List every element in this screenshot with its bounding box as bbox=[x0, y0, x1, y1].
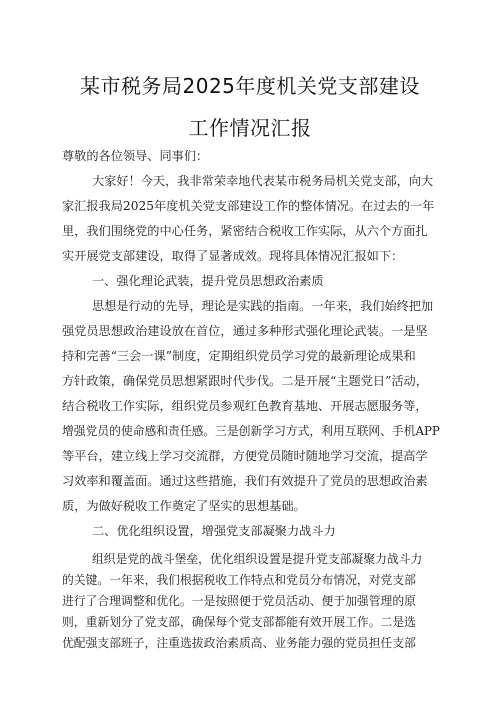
section-heading-1: 一、强化理论武装，提升党员思想政治素质 bbox=[92, 274, 324, 288]
paragraph-line: 则，重新划分了党支部，确保每个党支部都能有效开展工作。二是选 bbox=[62, 615, 416, 629]
paragraph-line: 增强党员的使命感和责任感。三是创新学习方式，利用互联网、手机APP bbox=[62, 424, 440, 438]
section-heading-2: 二、优化组织设置，增强党支部凝聚力战斗力 bbox=[92, 524, 336, 538]
salutation: 尊敬的各位领导、同事们： bbox=[62, 149, 209, 163]
paragraph-line: 的关键。一年来，我们根据税收工作特点和党员分布情况，对党支部 bbox=[62, 573, 416, 587]
paragraph-line: 习效率和覆盖面。通过这些措施，我们有效提升了党员的思想政治素 bbox=[62, 474, 428, 488]
paragraph-line: 质，为做好税收工作奠定了坚实的思想基础。 bbox=[62, 499, 306, 513]
paragraph-line: 方针政策，确保党员思想紧跟时代步伐。二是开展“主题党日”活动， bbox=[62, 374, 428, 388]
paragraph-line: 里，我们围绕党的中心任务，紧密结合税收工作实际，从六个方面扎 bbox=[62, 224, 428, 238]
paragraph-line: 家汇报我局2025年度机关党支部建设工作的整体情况。在过去的一年 bbox=[62, 199, 435, 213]
paragraph-line: 大家好！今天，我非常荣幸地代表某市税务局机关党支部，向大 bbox=[92, 174, 434, 188]
paragraph-line: 结合税收工作实际，组织党员参观红色教育基地、开展志愿服务等， bbox=[62, 399, 428, 413]
document-title-line-1: 某市税务局2025年度机关党支部建设 bbox=[80, 74, 420, 98]
paragraph-line: 进行了合理调整和优化。一是按照便于党员活动、便于加强管理的原 bbox=[62, 594, 416, 608]
document-title-line-2: 工作情况汇报 bbox=[188, 116, 312, 140]
paragraph-line: 组织是党的战斗堡垒，优化组织设置是提升党支部凝聚力战斗力 bbox=[92, 552, 423, 566]
paragraph-line: 实开展党支部建设，取得了显著成效。现将具体情况汇报如下： bbox=[62, 249, 404, 263]
paragraph-line: 优配强支部班子，注重选拔政治素质高、业务能力强的党员担任支部 bbox=[62, 636, 416, 650]
paragraph-line: 强党员思想政治建设放在首位，通过多种形式强化理论武装。一是坚 bbox=[62, 324, 428, 338]
paragraph-line: 等平台，建立线上学习交流群，方便党员随时随地学习交流，提高学 bbox=[62, 449, 428, 463]
paragraph-line: 持和完善“三会一课”制度，定期组织党员学习党的最新理论成果和 bbox=[62, 349, 416, 363]
paragraph-line: 思想是行动的先导，理论是实践的指南。一年来，我们始终把加 bbox=[92, 299, 434, 313]
